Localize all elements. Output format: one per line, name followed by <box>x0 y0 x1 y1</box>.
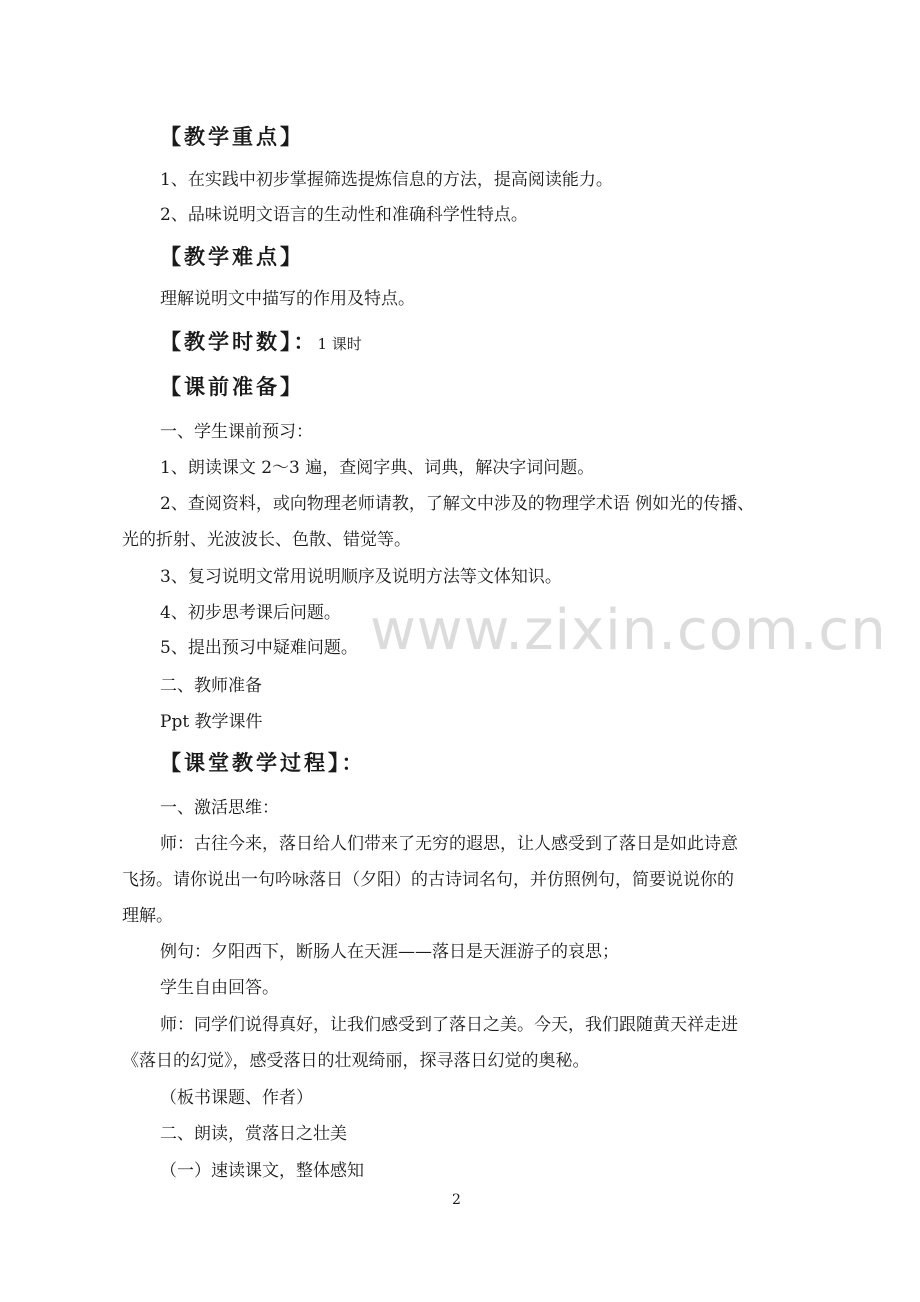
step1-example: 例句：夕阳西下，断肠人在天涯——落日是天涯游子的哀思； <box>160 942 619 962</box>
difficulty-text: 理解说明文中描写的作用及特点。 <box>160 289 415 309</box>
key-point-2: 2、品味说明文语言的生动性和准确科学性特点。 <box>160 205 528 225</box>
step1-answer: 学生自由回答。 <box>160 978 279 998</box>
heading-hours-label: 【教学时数】： <box>160 329 318 354</box>
prep-item-3: 3、复习说明文常用说明顺序及说明方法等文体知识。 <box>160 567 562 587</box>
page-number: 2 <box>452 1192 461 1208</box>
prep-item-2: 2、查阅资料，或向物理老师请教，了解文中涉及的物理学术语 例如光的传播、 <box>160 494 755 514</box>
watermark: www.zixin.com.cn <box>370 598 887 663</box>
step1-board: （板书课题、作者） <box>160 1088 313 1108</box>
prep-teacher-item: Ppt 教学课件 <box>160 712 263 732</box>
prep-student: 一、学生课前预习： <box>160 422 313 442</box>
prep-item-1: 1、朗读课文 2～3 遍，查阅字典、词典，解决字词问题。 <box>160 458 595 478</box>
heading-key-points: 【教学重点】 <box>160 124 304 149</box>
prep-item-4: 4、初步思考课后问题。 <box>160 603 341 623</box>
heading-difficulty: 【教学难点】 <box>160 244 304 269</box>
prep-teacher: 二、教师准备 <box>160 676 262 696</box>
key-point-1: 1、在实践中初步掌握筛选提炼信息的方法，提高阅读能力。 <box>160 170 613 190</box>
step1-para1-line3: 理解。 <box>122 906 173 926</box>
heading-hours <box>160 329 362 357</box>
step1-para1-line2: 飞扬。请你说出一句吟咏落日（夕阳）的古诗词名句，并仿照例句，简要说说你的 <box>122 870 734 890</box>
heading-process: 【课堂教学过程】： <box>160 750 366 775</box>
step2-subtitle-1: （一）速读课文，整体感知 <box>160 1161 364 1181</box>
step1-para1-line1: 师：古往今来，落日给人们带来了无穷的遐思，让人感受到了落日是如此诗意 <box>160 834 738 854</box>
step1-para2-line2: 《落日的幻觉》，感受落日的壮观绮丽，探寻落日幻觉的奥秘。 <box>122 1051 590 1071</box>
prep-item-5: 5、提出预习中疑难问题。 <box>160 638 358 658</box>
step1-para2-line1: 师：同学们说得真好，让我们感受到了落日之美。今天，我们跟随黄天祥走进 <box>160 1015 738 1035</box>
prep-item-2-cont: 光的折射、光波波长、色散、错觉等。 <box>122 530 411 550</box>
step2-title: 二、朗读，赏落日之壮美 <box>160 1124 347 1144</box>
hours-value: 1 课时 <box>317 335 362 353</box>
heading-prep: 【课前准备】 <box>160 374 304 399</box>
step1-title: 一、激活思维： <box>160 798 279 818</box>
